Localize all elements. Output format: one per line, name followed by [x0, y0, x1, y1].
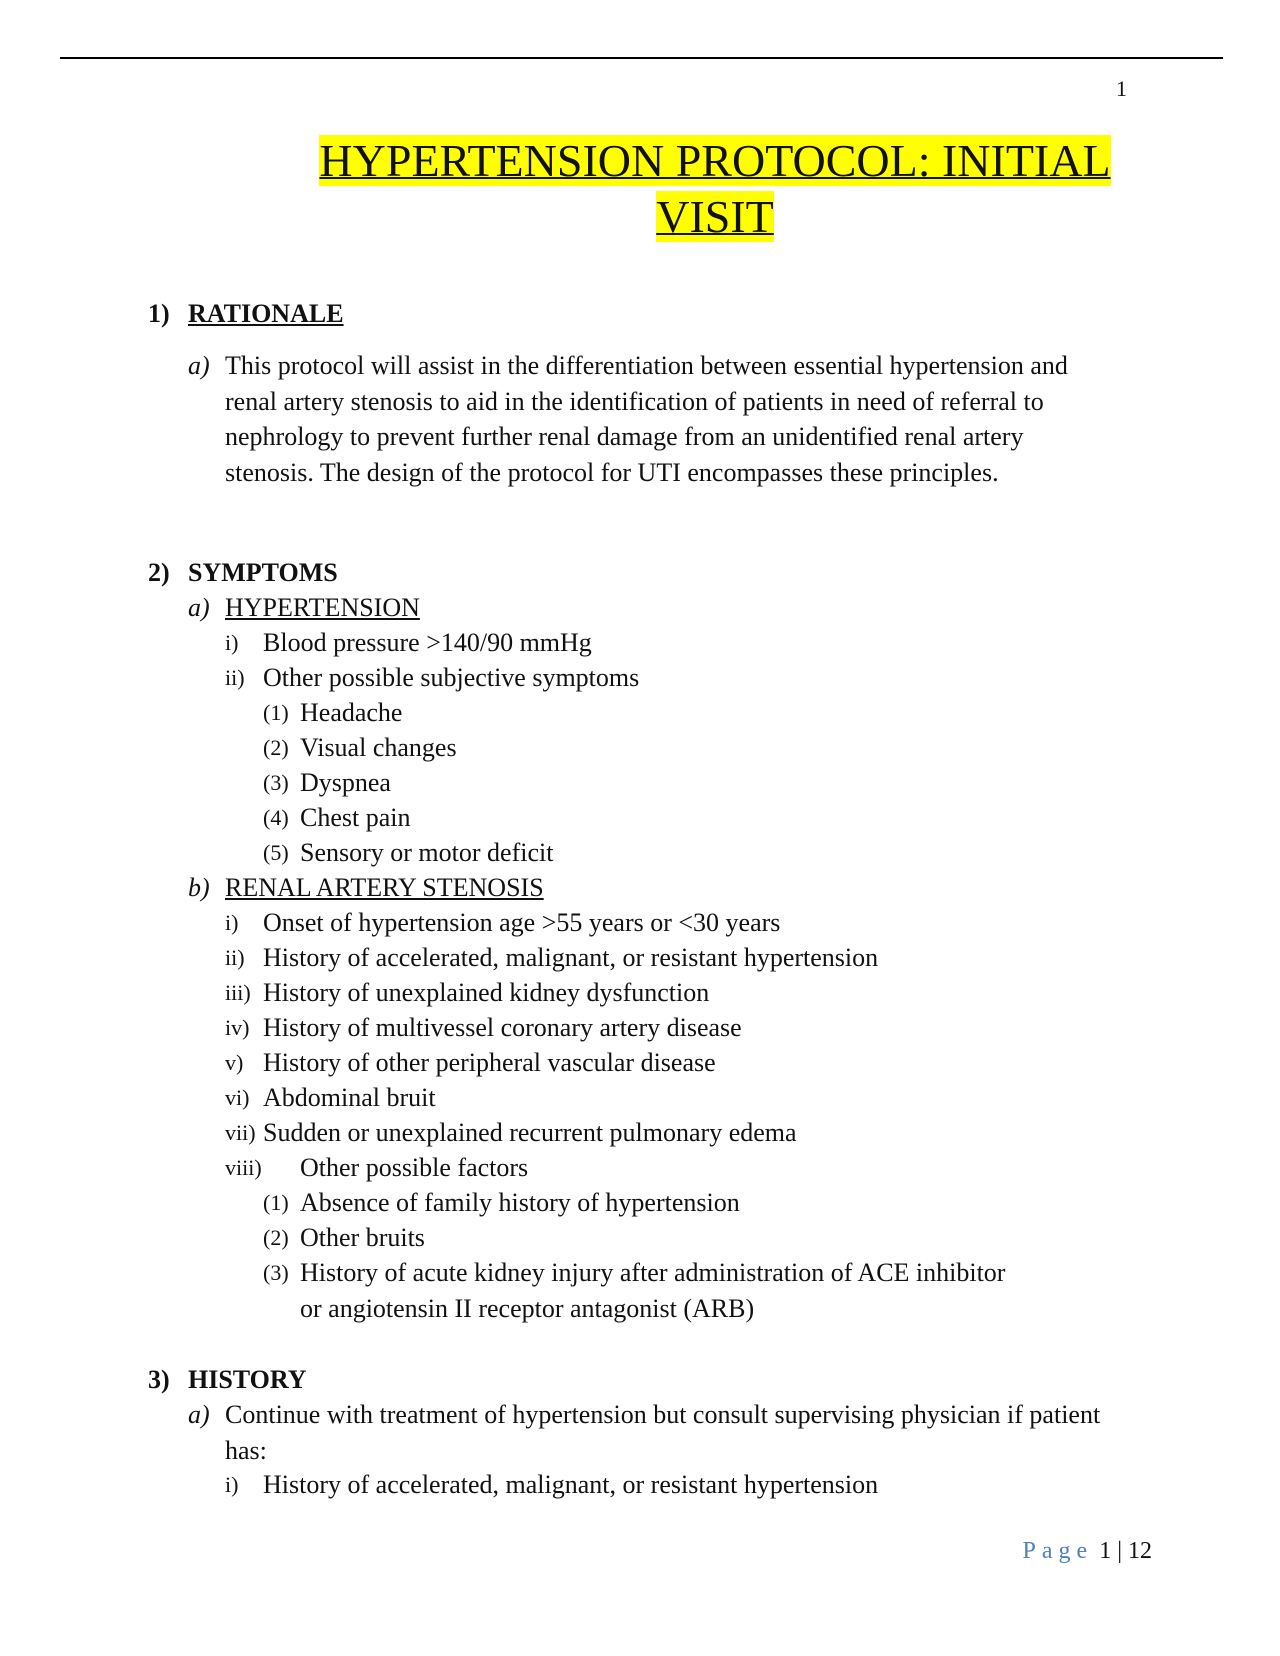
list-item-text: Headache: [300, 698, 403, 727]
list-marker: (4): [263, 805, 289, 830]
rationale-paragraph: This protocol will assist in the differentiation between essential hypertension and renal artery stenosis to aid in the identification of patients in need of referral to nephrology to prevent further renal damage from an unidentified renal artery stenosis. The design of the protocol for UTI encompasses these principles.: [225, 351, 1068, 487]
list-item-text: Abdominal bruit: [263, 1083, 436, 1112]
list-marker: viii): [225, 1155, 262, 1180]
list-marker: ii): [225, 945, 245, 970]
section-heading: HISTORY: [188, 1365, 307, 1394]
section-number: 3): [148, 1365, 170, 1394]
list-marker: (1): [263, 1190, 289, 1215]
list-marker: iv): [225, 1015, 250, 1040]
footer-separator: |: [1117, 1538, 1122, 1564]
list-marker: (2): [263, 1225, 289, 1250]
list-marker: i): [225, 1472, 239, 1497]
list-item-text: Sensory or motor deficit: [300, 838, 554, 867]
list-marker: (3): [263, 1260, 289, 1285]
list-marker: (2): [263, 735, 289, 760]
list-item-text: Onset of hypertension age >55 years or <30 years: [263, 908, 781, 937]
list-item-text: History of other peripheral vascular disease: [263, 1048, 716, 1077]
history-paragraph: Continue with treatment of hypertension but consult supervising physician if patient has:: [225, 1400, 1101, 1465]
list-marker: a): [188, 593, 210, 622]
section-number: 1): [148, 299, 170, 328]
list-item-text: History of unexplained kidney dysfunction: [263, 978, 710, 1007]
section-number: 2): [148, 558, 170, 587]
title-line-2: VISIT: [656, 191, 774, 242]
page-footer: [1023, 1538, 1152, 1565]
subsection-heading: HYPERTENSION: [225, 593, 420, 622]
list-item-text: Visual changes: [300, 733, 457, 762]
list-item-text: Other bruits: [300, 1223, 425, 1252]
list-marker: ii): [225, 665, 245, 690]
list-marker: b): [188, 873, 210, 902]
footer-current-page: 1: [1099, 1538, 1112, 1564]
list-marker: (1): [263, 700, 289, 725]
title-line-1: HYPERTENSION PROTOCOL: INITIAL: [319, 135, 1111, 186]
header-rule: [60, 57, 1223, 59]
list-item-text: History of accelerated, malignant, or resistant hypertension: [263, 943, 879, 972]
list-marker: iii): [225, 980, 251, 1005]
list-item-text: Other possible subjective symptoms: [263, 663, 640, 692]
list-item-text: Dyspnea: [300, 768, 391, 797]
section-heading: RATIONALE: [188, 299, 344, 328]
list-item-text: Other possible factors: [300, 1153, 529, 1182]
list-item-text: History of multivessel coronary artery disease: [263, 1013, 742, 1042]
list-marker: a): [188, 351, 210, 380]
footer-total-pages: 12: [1128, 1538, 1152, 1564]
list-item-text: History of acute kidney injury after administration of ACE inhibitor or angiotensin II receptor antagonist (ARB): [300, 1258, 1006, 1323]
list-marker: a): [188, 1400, 210, 1429]
list-item-text: Sudden or unexplained recurrent pulmonary edema: [263, 1118, 797, 1147]
header-page-number: 1: [1116, 76, 1127, 101]
list-marker: (3): [263, 770, 289, 795]
list-marker: i): [225, 630, 239, 655]
document-title: [265, 133, 1165, 245]
list-item-text: Chest pain: [300, 803, 411, 832]
list-item-text: Blood pressure >140/90 mmHg: [263, 628, 592, 657]
list-marker: vi): [225, 1085, 250, 1110]
subsection-heading: RENAL ARTERY STENOSIS: [225, 873, 544, 902]
section-heading: SYMPTOMS: [188, 558, 338, 587]
list-item-text: History of accelerated, malignant, or resistant hypertension: [263, 1470, 879, 1499]
footer-page-label: Page: [1022, 1538, 1094, 1564]
list-marker: v): [225, 1050, 244, 1075]
list-marker: i): [225, 910, 239, 935]
list-marker: (5): [263, 840, 289, 865]
list-marker: vii): [225, 1120, 256, 1145]
list-item-text: Absence of family history of hypertension: [300, 1188, 740, 1217]
